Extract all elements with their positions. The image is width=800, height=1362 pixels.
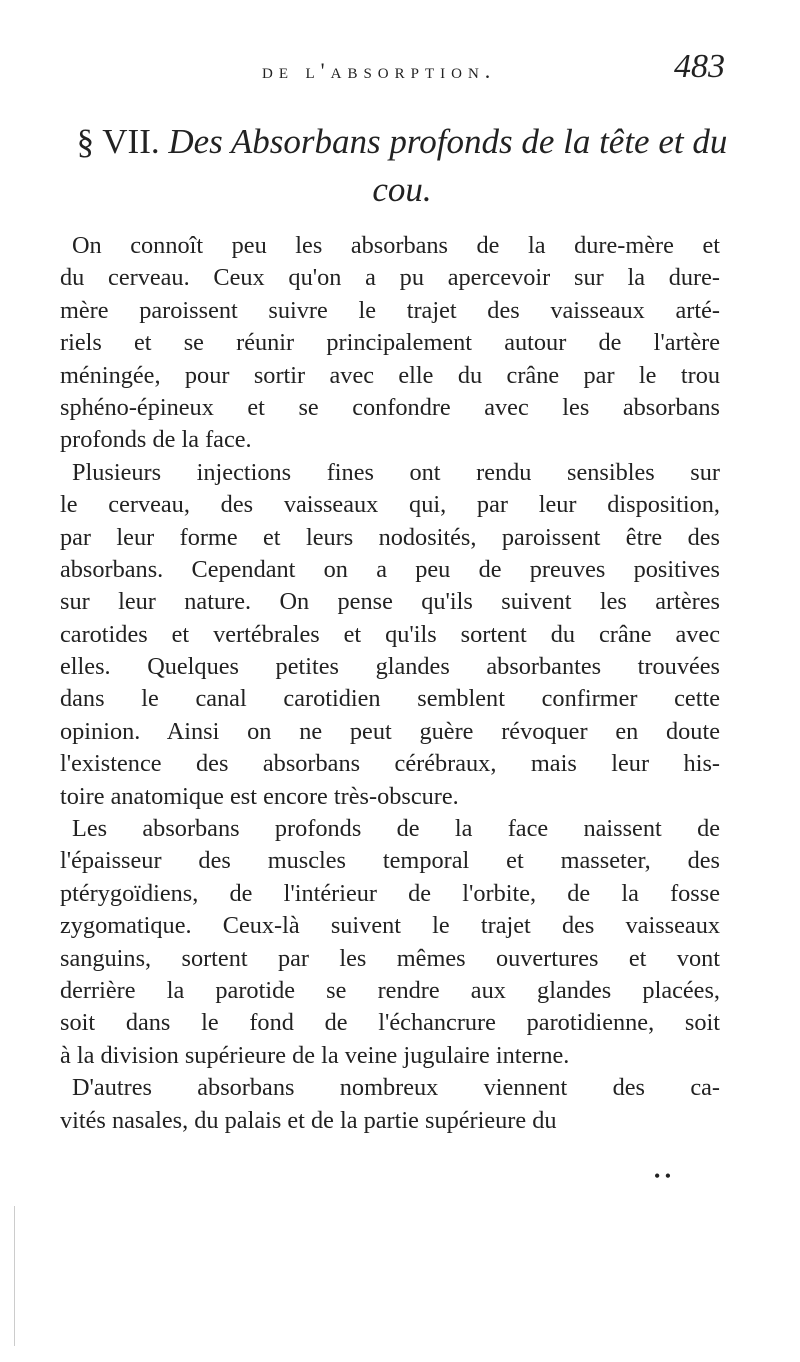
text-line: méningée, pour sortir avec elle du crâne par le trou: [60, 361, 720, 389]
text-line: absorbans. Cependant on a peu de preuves positives: [60, 555, 720, 583]
text-line: carotides et vertébrales et qu'ils sortent du crâne avec: [60, 620, 720, 648]
text-line: toire anatomique est encore très-obscure.: [60, 782, 459, 810]
text-line: à la division supérieure de la veine jugulaire interne.: [60, 1041, 570, 1069]
text-line: par leur forme et leurs nodosités, paroissent être des: [60, 523, 720, 551]
text-line: l'existence des absorbans cérébraux, mais leur his-: [60, 750, 720, 778]
text-line: profonds de la face.: [60, 426, 252, 454]
body-text: [60, 230, 720, 1137]
text-line: sur leur nature. On pense qu'ils suivent les artères: [60, 588, 720, 616]
text-line: vités nasales, du palais et de la partie supérieure du: [60, 1106, 557, 1134]
text-line: sphéno-épineux et se confondre avec les absorbans: [60, 393, 720, 421]
text-line: zygomatique. Ceux-là suivent le trajet des vaisseaux: [60, 912, 720, 940]
text-line: dans le canal carotidien semblent confirmer cette: [60, 685, 720, 713]
running-head: [0, 48, 800, 88]
page-footer: [0, 1166, 800, 1190]
section-heading: [52, 118, 752, 214]
text-line: du cerveau. Ceux qu'on a pu apercevoir sur la dure-: [60, 264, 720, 292]
text-line: opinion. Ainsi on ne peut guère révoquer en doute: [60, 717, 720, 745]
text-line: ptérygoïdiens, de l'intérieur de l'orbite, de la fosse: [60, 879, 720, 907]
page-number: 483: [674, 48, 725, 85]
section-number: § VII.: [76, 122, 160, 161]
text-line: Plusieurs injections fines ont rendu sensibles sur: [72, 458, 720, 486]
signature-mark: • •: [654, 1166, 672, 1186]
section-title: Des Absorbans profonds de la tête et du cou.: [168, 122, 728, 209]
text-line: l'épaisseur des muscles temporal et masseter, des: [60, 847, 720, 875]
text-line: sanguins, sortent par les mêmes ouvertures et vont: [60, 944, 720, 972]
text-line: derrière la parotide se rendre aux glandes placées,: [60, 976, 720, 1004]
running-title: de l'absorption.: [262, 58, 497, 83]
page-edge-shadow: [14, 1206, 15, 1346]
text-line: riels et se réunir principalement autour de l'artère: [60, 329, 720, 357]
text-line: mère paroissent suivre le trajet des vaisseaux arté-: [60, 296, 720, 324]
text-line: On connoît peu les absorbans de la dure-mère et: [72, 232, 720, 259]
text-line: le cerveau, des vaisseaux qui, par leur disposition,: [60, 491, 720, 519]
text-line: elles. Quelques petites glandes absorbantes trouvées: [60, 653, 720, 681]
text-line: D'autres absorbans nombreux viennent des ca-: [72, 1074, 720, 1102]
text-line: Les absorbans profonds de la face naissent de: [72, 815, 720, 843]
text-line: soit dans le fond de l'échancrure parotidienne, soit: [60, 1009, 720, 1037]
